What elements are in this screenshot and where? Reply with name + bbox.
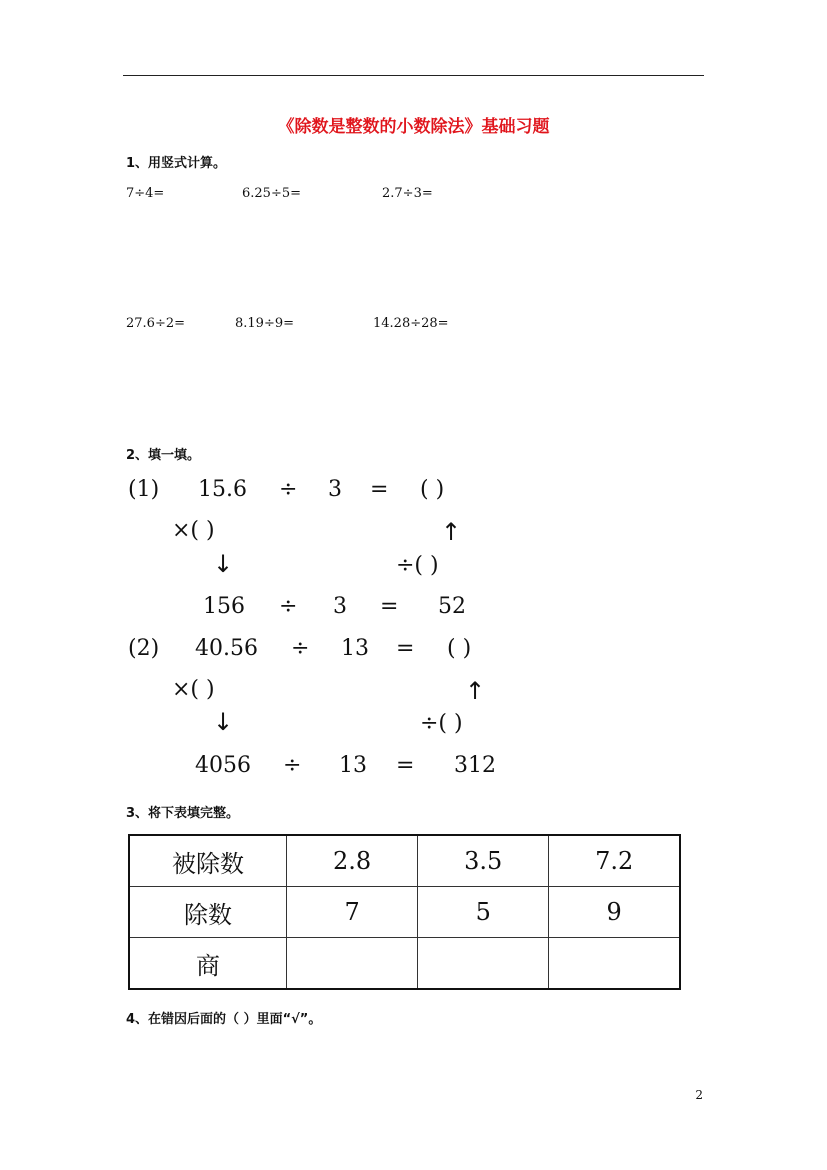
q1-expr-6: 14.28÷28= bbox=[373, 316, 449, 331]
q2-p1-divisor-2: 3 bbox=[333, 594, 347, 619]
q2-p2-divisor: 13 bbox=[341, 636, 369, 661]
table-cell: 7 bbox=[287, 887, 418, 938]
q1-expr-5: 8.19÷9= bbox=[235, 316, 295, 331]
q2-p1-equals-2: = bbox=[380, 594, 399, 619]
table-row bbox=[129, 938, 680, 990]
q2-p1-divide-blank: ÷( ) bbox=[396, 553, 439, 578]
header-rule bbox=[123, 75, 704, 76]
q1-expr-1: 7÷4= bbox=[126, 186, 165, 201]
q1-label: 1、用竖式计算。 bbox=[126, 156, 227, 171]
row-header-dividend: 被除数 bbox=[129, 835, 287, 887]
q1-expr-3: 2.7÷3= bbox=[382, 186, 433, 201]
table-cell-blank bbox=[549, 938, 680, 990]
q2-label: 2、填一填。 bbox=[126, 448, 201, 463]
down-arrow-icon: ↓ bbox=[213, 708, 234, 736]
q2-p1-answer-blank: ( ) bbox=[420, 477, 445, 502]
q2-p1-divide-sign-2: ÷ bbox=[279, 594, 298, 619]
q2-p2-quotient-2: 312 bbox=[454, 753, 496, 778]
q2-p1-dividend: 15.6 bbox=[198, 477, 247, 502]
q4-label: 4、在错因后面的（ ）里面“√”。 bbox=[126, 1012, 322, 1027]
table-cell: 7.2 bbox=[549, 835, 680, 887]
table-cell-blank bbox=[418, 938, 549, 990]
q2-p2-dividend: 40.56 bbox=[195, 636, 258, 661]
page-number: 2 bbox=[695, 1088, 703, 1102]
q2-p2-answer-blank: ( ) bbox=[447, 636, 472, 661]
up-arrow-icon: ↑ bbox=[465, 677, 486, 705]
row-header-divisor: 除数 bbox=[129, 887, 287, 938]
q2-p2-number: (2) bbox=[128, 636, 160, 661]
q2-p2-dividend-2: 4056 bbox=[195, 753, 251, 778]
q2-p1-multiply-blank: ×( ) bbox=[172, 518, 215, 543]
page-title: 《除数是整数的小数除法》基础习题 bbox=[277, 117, 550, 137]
q2-p2-equals-2: = bbox=[396, 753, 415, 778]
table-row bbox=[129, 835, 680, 887]
table-cell-blank bbox=[287, 938, 418, 990]
row-header-quotient: 商 bbox=[129, 938, 287, 990]
table-row bbox=[129, 887, 680, 938]
q2-p2-divide-sign-2: ÷ bbox=[283, 753, 302, 778]
q3-label: 3、将下表填完整。 bbox=[126, 806, 240, 821]
q2-p1-equals: = bbox=[370, 477, 389, 502]
q2-p1-divisor: 3 bbox=[328, 477, 342, 502]
table-cell: 3.5 bbox=[418, 835, 549, 887]
q2-p1-divide-sign: ÷ bbox=[279, 477, 298, 502]
q2-p1-dividend-2: 156 bbox=[203, 594, 245, 619]
q1-expr-2: 6.25÷5= bbox=[242, 186, 302, 201]
division-table bbox=[128, 834, 681, 990]
table-cell: 2.8 bbox=[287, 835, 418, 887]
table-cell: 9 bbox=[549, 887, 680, 938]
up-arrow-icon: ↑ bbox=[441, 518, 462, 546]
q1-expr-4: 27.6÷2= bbox=[126, 316, 186, 331]
q2-p1-quotient-2: 52 bbox=[438, 594, 466, 619]
table-cell: 5 bbox=[418, 887, 549, 938]
down-arrow-icon: ↓ bbox=[213, 550, 234, 578]
q2-p1-number: (1) bbox=[128, 477, 160, 502]
q2-p2-divisor-2: 13 bbox=[339, 753, 367, 778]
q2-p2-divide-blank: ÷( ) bbox=[420, 711, 463, 736]
q2-p2-equals: = bbox=[396, 636, 415, 661]
q2-p2-divide-sign: ÷ bbox=[291, 636, 310, 661]
q2-p2-multiply-blank: ×( ) bbox=[172, 677, 215, 702]
